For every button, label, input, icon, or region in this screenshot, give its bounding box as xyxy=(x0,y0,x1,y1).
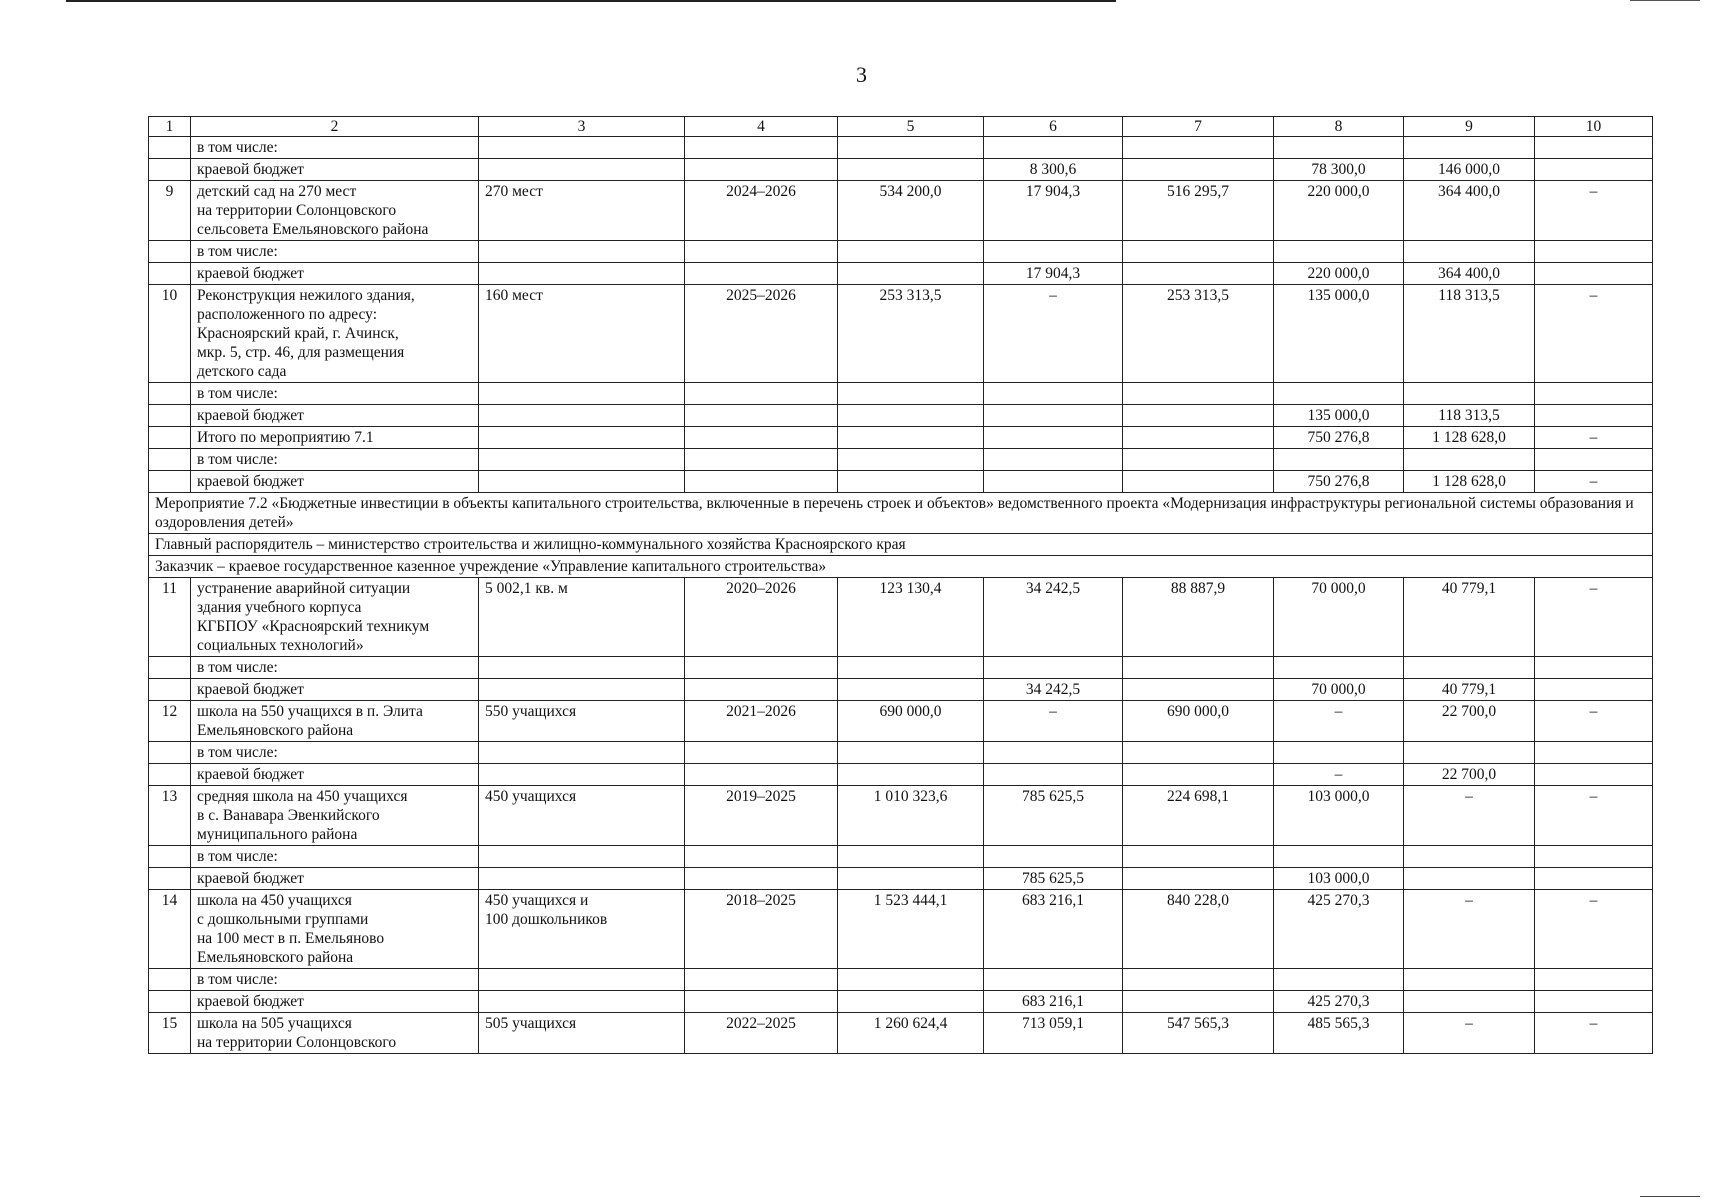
value-cell xyxy=(838,969,984,991)
capacity xyxy=(479,449,685,471)
value-cell xyxy=(1123,427,1274,449)
value-cell: – xyxy=(1535,285,1653,383)
period xyxy=(685,263,838,285)
capacity xyxy=(479,868,685,890)
row-number xyxy=(149,263,191,285)
value-cell: 253 313,5 xyxy=(838,285,984,383)
table-row xyxy=(149,679,1653,701)
value-cell: 364 400,0 xyxy=(1404,181,1535,241)
value-cell: 425 270,3 xyxy=(1274,890,1404,969)
value-cell xyxy=(1535,383,1653,405)
capacity xyxy=(479,742,685,764)
value-cell xyxy=(1274,969,1404,991)
section-row xyxy=(149,534,1653,556)
row-number: 13 xyxy=(149,786,191,846)
table-row xyxy=(149,846,1653,868)
value-cell: 34 242,5 xyxy=(984,578,1123,657)
value-cell: 40 779,1 xyxy=(1404,578,1535,657)
value-cell xyxy=(1274,241,1404,263)
value-cell: – xyxy=(1535,786,1653,846)
value-cell xyxy=(1123,742,1274,764)
capacity: 505 учащихся xyxy=(479,1013,685,1054)
row-number: 14 xyxy=(149,890,191,969)
capacity: 550 учащихся xyxy=(479,701,685,742)
value-cell: 750 276,8 xyxy=(1274,427,1404,449)
value-cell: – xyxy=(1535,181,1653,241)
row-number xyxy=(149,846,191,868)
value-cell: 88 887,9 xyxy=(1123,578,1274,657)
capacity xyxy=(479,679,685,701)
row-number xyxy=(149,137,191,159)
value-cell: 135 000,0 xyxy=(1274,285,1404,383)
budget-table xyxy=(148,116,1653,1054)
value-cell xyxy=(1274,657,1404,679)
value-cell: 516 295,7 xyxy=(1123,181,1274,241)
capacity xyxy=(479,383,685,405)
top-rule-right xyxy=(1630,0,1700,1)
column-number-header: 2 xyxy=(191,117,479,137)
value-cell xyxy=(838,427,984,449)
value-cell xyxy=(1404,969,1535,991)
table-row xyxy=(149,449,1653,471)
row-number xyxy=(149,764,191,786)
row-number: 10 xyxy=(149,285,191,383)
table-row xyxy=(149,742,1653,764)
value-cell xyxy=(1535,241,1653,263)
period xyxy=(685,742,838,764)
object-name: краевой бюджет xyxy=(191,679,479,701)
value-cell: 1 128 628,0 xyxy=(1404,471,1535,493)
section-row xyxy=(149,493,1653,534)
value-cell: 220 000,0 xyxy=(1274,181,1404,241)
value-cell: 103 000,0 xyxy=(1274,868,1404,890)
value-cell: 70 000,0 xyxy=(1274,679,1404,701)
value-cell: 690 000,0 xyxy=(1123,701,1274,742)
section-heading: Заказчик – краевое государственное казенное учреждение «Управление капитального строительства» xyxy=(149,556,1653,578)
row-number xyxy=(149,405,191,427)
capacity xyxy=(479,241,685,263)
capacity: 270 мест xyxy=(479,181,685,241)
capacity xyxy=(479,471,685,493)
value-cell: 1 523 444,1 xyxy=(838,890,984,969)
value-cell xyxy=(984,137,1123,159)
table-row xyxy=(149,383,1653,405)
value-cell xyxy=(838,846,984,868)
table-row xyxy=(149,764,1653,786)
value-cell xyxy=(984,657,1123,679)
value-cell: 118 313,5 xyxy=(1404,285,1535,383)
object-name: краевой бюджет xyxy=(191,405,479,427)
table-header-row xyxy=(149,117,1653,137)
top-rule xyxy=(66,0,1116,2)
value-cell xyxy=(984,241,1123,263)
value-cell xyxy=(838,449,984,471)
period: 2020–2026 xyxy=(685,578,838,657)
value-cell: – xyxy=(1404,890,1535,969)
value-cell xyxy=(1274,383,1404,405)
period: 2022–2025 xyxy=(685,1013,838,1054)
object-name: школа на 450 учащихся с дошкольными группами на 100 мест в п. Емельяново Емельяновского района xyxy=(191,890,479,969)
object-name: средняя школа на 450 учащихся в с. Ванавара Эвенкийского муниципального района xyxy=(191,786,479,846)
value-cell xyxy=(1123,241,1274,263)
row-number xyxy=(149,449,191,471)
value-cell xyxy=(1404,383,1535,405)
value-cell xyxy=(984,383,1123,405)
period: 2018–2025 xyxy=(685,890,838,969)
row-number xyxy=(149,679,191,701)
value-cell xyxy=(1404,449,1535,471)
value-cell xyxy=(838,383,984,405)
value-cell: – xyxy=(1274,764,1404,786)
value-cell: 22 700,0 xyxy=(1404,701,1535,742)
value-cell xyxy=(1123,137,1274,159)
row-number: 11 xyxy=(149,578,191,657)
object-name: краевой бюджет xyxy=(191,991,479,1013)
capacity xyxy=(479,263,685,285)
object-name: устранение аварийной ситуации здания учебного корпуса КГБПОУ «Красноярский техникум социальных технологий» xyxy=(191,578,479,657)
column-number-header: 6 xyxy=(984,117,1123,137)
table-row xyxy=(149,263,1653,285)
column-number-header: 9 xyxy=(1404,117,1535,137)
object-name: в том числе: xyxy=(191,742,479,764)
object-name: в том числе: xyxy=(191,969,479,991)
table-row xyxy=(149,159,1653,181)
table-row xyxy=(149,786,1653,846)
column-number-header: 7 xyxy=(1123,117,1274,137)
object-name: школа на 505 учащихся на территории Солонцовского xyxy=(191,1013,479,1054)
row-number xyxy=(149,969,191,991)
capacity: 450 учащихся и 100 дошкольников xyxy=(479,890,685,969)
capacity xyxy=(479,427,685,449)
value-cell xyxy=(984,405,1123,427)
column-number-header: 8 xyxy=(1274,117,1404,137)
capacity: 450 учащихся xyxy=(479,786,685,846)
object-name: в том числе: xyxy=(191,657,479,679)
value-cell xyxy=(838,263,984,285)
value-cell xyxy=(984,427,1123,449)
table-row xyxy=(149,1013,1653,1054)
value-cell: 1 128 628,0 xyxy=(1404,427,1535,449)
value-cell xyxy=(1535,263,1653,285)
value-cell: 750 276,8 xyxy=(1274,471,1404,493)
table-row xyxy=(149,137,1653,159)
value-cell: 40 779,1 xyxy=(1404,679,1535,701)
value-cell xyxy=(1123,868,1274,890)
object-name: в том числе: xyxy=(191,241,479,263)
value-cell: 785 625,5 xyxy=(984,868,1123,890)
value-cell: 70 000,0 xyxy=(1274,578,1404,657)
table-row xyxy=(149,427,1653,449)
value-cell xyxy=(1123,405,1274,427)
table-row xyxy=(149,578,1653,657)
value-cell: – xyxy=(984,285,1123,383)
period xyxy=(685,969,838,991)
row-number: 15 xyxy=(149,1013,191,1054)
bottom-rule xyxy=(1640,1196,1700,1197)
row-number xyxy=(149,742,191,764)
value-cell xyxy=(838,159,984,181)
value-cell: 534 200,0 xyxy=(838,181,984,241)
value-cell xyxy=(984,742,1123,764)
table-row xyxy=(149,241,1653,263)
period xyxy=(685,657,838,679)
capacity: 160 мест xyxy=(479,285,685,383)
object-name: в том числе: xyxy=(191,383,479,405)
capacity xyxy=(479,657,685,679)
period: 2019–2025 xyxy=(685,786,838,846)
value-cell xyxy=(838,471,984,493)
value-cell xyxy=(1123,159,1274,181)
capacity: 5 002,1 кв. м xyxy=(479,578,685,657)
period: 2021–2026 xyxy=(685,701,838,742)
table-row xyxy=(149,285,1653,383)
period xyxy=(685,471,838,493)
object-name: краевой бюджет xyxy=(191,868,479,890)
value-cell: – xyxy=(1535,1013,1653,1054)
row-number xyxy=(149,657,191,679)
object-name: краевой бюджет xyxy=(191,471,479,493)
capacity xyxy=(479,969,685,991)
value-cell: 683 216,1 xyxy=(984,890,1123,969)
row-number xyxy=(149,383,191,405)
period xyxy=(685,991,838,1013)
section-row xyxy=(149,556,1653,578)
value-cell: – xyxy=(1404,786,1535,846)
object-name: в том числе: xyxy=(191,449,479,471)
value-cell: 34 242,5 xyxy=(984,679,1123,701)
value-cell: 103 000,0 xyxy=(1274,786,1404,846)
value-cell: – xyxy=(1535,427,1653,449)
object-name: Реконструкция нежилого здания, расположенного по адресу: Красноярский край, г. Ачинск, мкр. 5, стр. 46, для размещения детского сада xyxy=(191,285,479,383)
value-cell xyxy=(1404,657,1535,679)
table-row xyxy=(149,969,1653,991)
table-row xyxy=(149,405,1653,427)
value-cell xyxy=(1123,657,1274,679)
row-number xyxy=(149,471,191,493)
value-cell xyxy=(838,868,984,890)
value-cell xyxy=(1535,846,1653,868)
value-cell xyxy=(1535,969,1653,991)
row-number: 12 xyxy=(149,701,191,742)
value-cell: 17 904,3 xyxy=(984,263,1123,285)
period xyxy=(685,241,838,263)
value-cell: – xyxy=(984,701,1123,742)
value-cell xyxy=(1535,868,1653,890)
value-cell xyxy=(838,405,984,427)
value-cell: 547 565,3 xyxy=(1123,1013,1274,1054)
value-cell xyxy=(1123,263,1274,285)
value-cell: – xyxy=(1274,701,1404,742)
value-cell xyxy=(1535,679,1653,701)
period: 2025–2026 xyxy=(685,285,838,383)
value-cell: 135 000,0 xyxy=(1274,405,1404,427)
table-row xyxy=(149,471,1653,493)
period xyxy=(685,764,838,786)
value-cell xyxy=(984,764,1123,786)
column-number-header: 1 xyxy=(149,117,191,137)
value-cell: 683 216,1 xyxy=(984,991,1123,1013)
object-name: в том числе: xyxy=(191,137,479,159)
period xyxy=(685,405,838,427)
table-row xyxy=(149,868,1653,890)
value-cell xyxy=(1123,471,1274,493)
value-cell xyxy=(1123,764,1274,786)
value-cell: 485 565,3 xyxy=(1274,1013,1404,1054)
object-name: краевой бюджет xyxy=(191,263,479,285)
period: 2024–2026 xyxy=(685,181,838,241)
row-number: 9 xyxy=(149,181,191,241)
value-cell: 425 270,3 xyxy=(1274,991,1404,1013)
period xyxy=(685,159,838,181)
value-cell xyxy=(1274,137,1404,159)
table-row xyxy=(149,991,1653,1013)
capacity xyxy=(479,846,685,868)
value-cell xyxy=(838,137,984,159)
value-cell xyxy=(838,657,984,679)
value-cell xyxy=(1404,991,1535,1013)
value-cell: 22 700,0 xyxy=(1404,764,1535,786)
object-name: в том числе: xyxy=(191,846,479,868)
value-cell: 840 228,0 xyxy=(1123,890,1274,969)
object-name: детский сад на 270 мест на территории Солонцовского сельсовета Емельяновского района xyxy=(191,181,479,241)
value-cell xyxy=(838,241,984,263)
value-cell xyxy=(984,969,1123,991)
row-number xyxy=(149,991,191,1013)
value-cell xyxy=(1404,137,1535,159)
object-name: краевой бюджет xyxy=(191,764,479,786)
object-name: Итого по мероприятию 7.1 xyxy=(191,427,479,449)
value-cell xyxy=(1123,969,1274,991)
value-cell xyxy=(1535,991,1653,1013)
value-cell: 1 260 624,4 xyxy=(838,1013,984,1054)
value-cell xyxy=(1274,449,1404,471)
period xyxy=(685,846,838,868)
value-cell: – xyxy=(1404,1013,1535,1054)
value-cell xyxy=(1123,383,1274,405)
value-cell: – xyxy=(1535,471,1653,493)
period xyxy=(685,427,838,449)
value-cell: 118 313,5 xyxy=(1404,405,1535,427)
value-cell: 8 300,6 xyxy=(984,159,1123,181)
column-number-header: 4 xyxy=(685,117,838,137)
capacity xyxy=(479,764,685,786)
value-cell xyxy=(984,846,1123,868)
section-heading: Главный распорядитель – министерство строительства и жилищно-коммунального хозяйства Красноярского края xyxy=(149,534,1653,556)
value-cell: 78 300,0 xyxy=(1274,159,1404,181)
column-number-header: 3 xyxy=(479,117,685,137)
value-cell xyxy=(1123,846,1274,868)
value-cell xyxy=(1404,868,1535,890)
value-cell: 123 130,4 xyxy=(838,578,984,657)
capacity xyxy=(479,991,685,1013)
value-cell xyxy=(1404,742,1535,764)
value-cell xyxy=(1123,991,1274,1013)
value-cell: 146 000,0 xyxy=(1404,159,1535,181)
period xyxy=(685,868,838,890)
value-cell: 785 625,5 xyxy=(984,786,1123,846)
value-cell: 17 904,3 xyxy=(984,181,1123,241)
object-name: краевой бюджет xyxy=(191,159,479,181)
value-cell: 364 400,0 xyxy=(1404,263,1535,285)
value-cell xyxy=(984,449,1123,471)
capacity xyxy=(479,405,685,427)
table-row xyxy=(149,657,1653,679)
period xyxy=(685,449,838,471)
section-heading: Мероприятие 7.2 «Бюджетные инвестиции в объекты капитального строительства, включенные в перечень строек и объектов» ведомственного проекта «Модернизация инфраструктуры региональной системы образования и оздоровления детей» xyxy=(149,493,1653,534)
value-cell xyxy=(984,471,1123,493)
value-cell xyxy=(1274,742,1404,764)
value-cell xyxy=(1123,679,1274,701)
value-cell: – xyxy=(1535,890,1653,969)
object-name: школа на 550 учащихся в п. Элита Емельяновского района xyxy=(191,701,479,742)
table-row xyxy=(149,181,1653,241)
row-number xyxy=(149,159,191,181)
value-cell xyxy=(1123,449,1274,471)
value-cell: – xyxy=(1535,578,1653,657)
value-cell xyxy=(1535,405,1653,427)
value-cell xyxy=(1535,742,1653,764)
table-body xyxy=(149,117,1653,1054)
row-number xyxy=(149,427,191,449)
capacity xyxy=(479,159,685,181)
value-cell xyxy=(1535,657,1653,679)
page-number: 3 xyxy=(856,62,867,87)
table-row xyxy=(149,701,1653,742)
value-cell: 224 698,1 xyxy=(1123,786,1274,846)
value-cell: 253 313,5 xyxy=(1123,285,1274,383)
period xyxy=(685,679,838,701)
value-cell xyxy=(838,742,984,764)
period xyxy=(685,383,838,405)
column-number-header: 5 xyxy=(838,117,984,137)
value-cell xyxy=(838,764,984,786)
period xyxy=(685,137,838,159)
value-cell xyxy=(1404,846,1535,868)
value-cell: – xyxy=(1535,701,1653,742)
column-number-header: 10 xyxy=(1535,117,1653,137)
value-cell xyxy=(1535,137,1653,159)
value-cell xyxy=(1404,241,1535,263)
value-cell: 713 059,1 xyxy=(984,1013,1123,1054)
value-cell: 220 000,0 xyxy=(1274,263,1404,285)
value-cell xyxy=(1535,159,1653,181)
value-cell xyxy=(1274,846,1404,868)
value-cell: 690 000,0 xyxy=(838,701,984,742)
row-number xyxy=(149,868,191,890)
value-cell xyxy=(838,991,984,1013)
value-cell xyxy=(838,679,984,701)
value-cell xyxy=(1535,764,1653,786)
value-cell xyxy=(1535,449,1653,471)
row-number xyxy=(149,241,191,263)
value-cell: 1 010 323,6 xyxy=(838,786,984,846)
capacity xyxy=(479,137,685,159)
table-row xyxy=(149,890,1653,969)
